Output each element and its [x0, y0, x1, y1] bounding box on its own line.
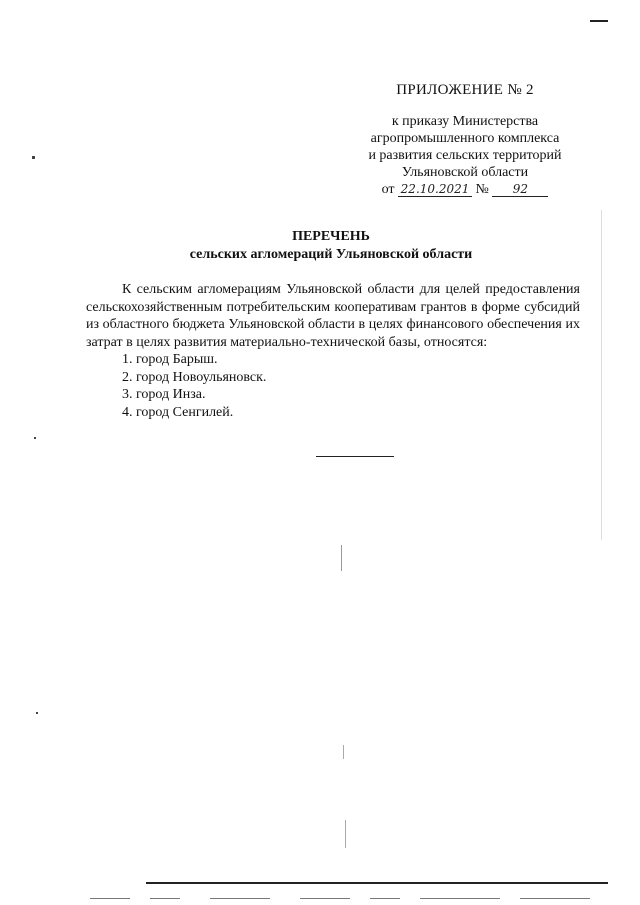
heading-title: ПЕРЕЧЕНЬ [292, 229, 370, 244]
scan-speck [343, 745, 344, 759]
appendix-line-2: агропромышленного комплекса [370, 131, 560, 146]
scan-speck [601, 210, 602, 540]
body-paragraph: К сельским агломерациям Ульяновской области для целей предоставления сельскохозяйственным потребительским кооперативам грантов в форме субсидий из областного бюджета Ульяновской области в целях финансового обеспечения их затрат в целях развития материально-технической базы, относятся: [86, 282, 580, 350]
bottom-scan-dash [520, 898, 590, 899]
scan-speck [345, 820, 346, 848]
number-label: № [475, 182, 489, 197]
from-label: от [381, 182, 395, 197]
document-heading [100, 228, 562, 264]
appendix-title: ПРИЛОЖЕНИЕ № 2 [396, 82, 534, 98]
appendix-line-1: к приказу Министерства [391, 114, 539, 129]
bottom-scan-dash [420, 898, 500, 899]
handwritten-number: 92 [492, 182, 548, 197]
appendix-line-3: и развития сельских территорий [368, 148, 562, 163]
list-item: 3. город Инза. [122, 387, 206, 402]
scan-speck [34, 437, 36, 439]
bottom-scan-dash [150, 898, 180, 899]
list-item: 2. город Новоульяновск. [122, 369, 267, 385]
appendix-block [340, 82, 590, 198]
appendix-line-4: Ульяновской области [401, 165, 529, 180]
end-rule [316, 456, 394, 457]
bottom-scan-dash [370, 898, 400, 899]
list-item: 1. город Барыш. [122, 352, 218, 367]
agglomeration-list [86, 351, 580, 421]
bottom-scan-dash [90, 898, 130, 899]
scan-speck [36, 712, 38, 714]
bottom-scan-line [146, 882, 608, 884]
document-body [86, 281, 580, 421]
bottom-scan-dash [300, 898, 350, 899]
corner-mark [590, 20, 608, 22]
order-date-line [340, 181, 590, 198]
list-item: 4. город Сенгилей. [122, 404, 234, 420]
heading-subtitle: сельских агломераций Ульяновской области [189, 247, 473, 262]
scan-speck [32, 156, 35, 159]
bottom-scan-dash [210, 898, 270, 899]
handwritten-date: 22.10.2021 [398, 182, 472, 197]
scan-speck [341, 545, 342, 571]
